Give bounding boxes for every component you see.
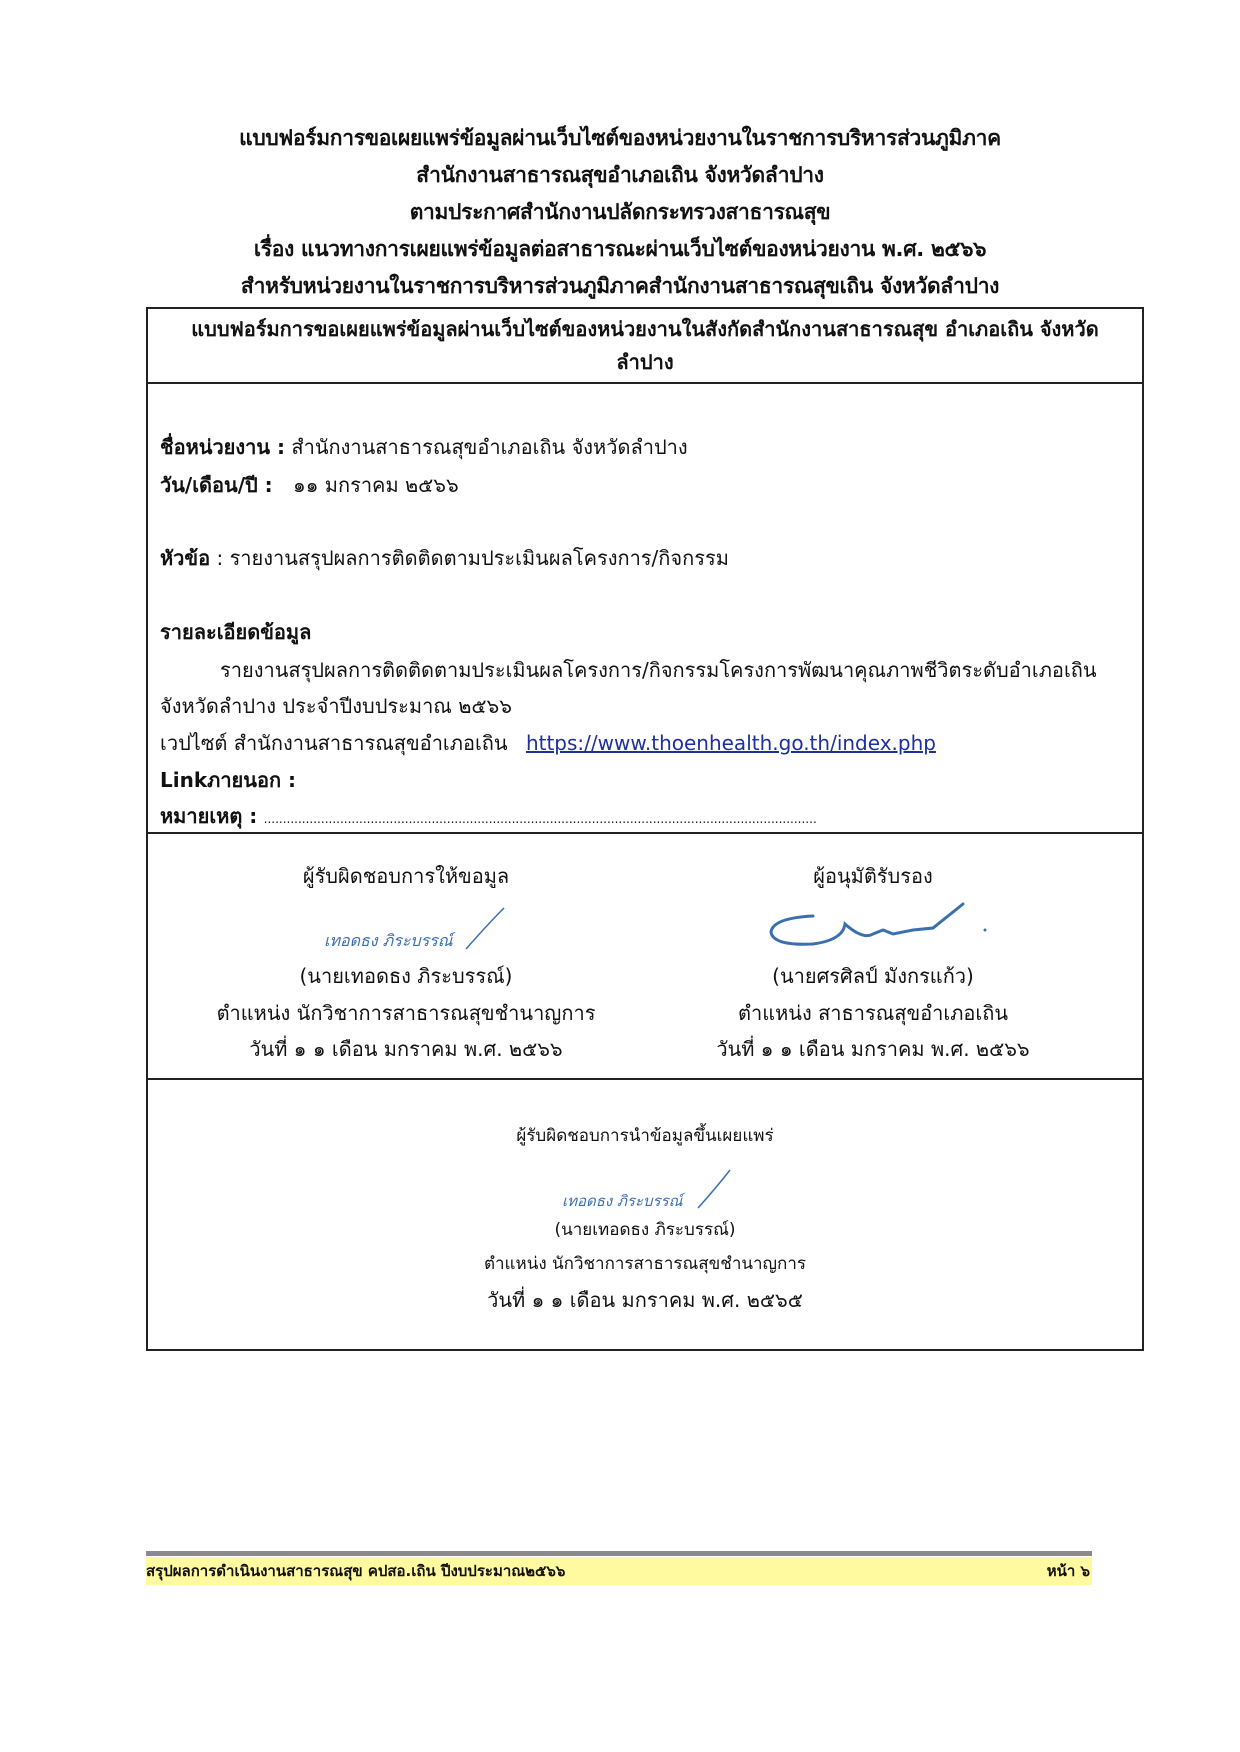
detail-label: รายละเอียดข้อมูล <box>160 620 312 644</box>
approver-position: ตำแหน่ง สาธารณสุขอำเภอเถิน <box>737 1001 1009 1025</box>
detail-line-1: รายงานสรุปผลการติดติดตามประเมินผลโครงการ/กิจกรรมโครงการพัฒนาคุณภาพชีวิตระดับอำเภอเถิน <box>220 658 1097 682</box>
header-line-4: เรื่อง แนวทางการเผยแพร่ข้อมูลต่อสาธารณะผ่านเว็บไซต์ของหน่วยงาน พ.ศ. ๒๕๖๖ <box>253 237 987 261</box>
topic-value: : รายงานสรุปผลการติดติดตามประเมินผลโครงการ/กิจกรรม <box>216 546 729 570</box>
responsible-name: (นายเทอดธง ภิระบรรณ์) <box>299 964 513 988</box>
publication-form <box>146 307 1144 1351</box>
footer-divider <box>146 1551 1092 1556</box>
form-title <box>148 309 1142 384</box>
remark-row <box>160 800 817 832</box>
publisher-section <box>148 1080 1142 1351</box>
form-title-line-2: ลำปาง <box>616 350 674 374</box>
header-line-5: สำหรับหน่วยงานในราชการบริหารส่วนภูมิภาคสำนักงานสาธารณสุขเถิน จังหวัดลำปาง <box>240 274 1000 298</box>
publisher-position: ตำแหน่ง นักวิชาการสาธารณสุขชำนาญการ <box>483 1254 807 1274</box>
date-row <box>160 469 459 501</box>
date-label: วัน/เดือน/ปี : <box>160 473 273 497</box>
signature-sornsil-image <box>763 894 1003 964</box>
signature-section <box>148 834 1142 1080</box>
agency-label: ชื่อหน่วยงาน : <box>160 435 286 459</box>
footer-title: สรุปผลการดำเนินงานสาธารณสุข คปสอ.เถิน ปีงบประมาณ๒๕๖๖ <box>146 1562 566 1580</box>
signature-thoedthong-image <box>316 894 516 964</box>
agency-row <box>160 431 688 463</box>
topic-row <box>160 542 729 574</box>
publisher-signature-text: เทอดธง ภิระบรรณ์ <box>562 1192 683 1210</box>
approver-name: (นายศรศิลป์ มังกรแก้ว) <box>772 964 974 988</box>
topic-label: หัวข้อ <box>160 546 211 570</box>
publisher-date: วันที่ ๑ ๑ เดือน มกราคม พ.ศ. ๒๕๖๕ <box>487 1288 803 1312</box>
approver-date: วันที่ ๑ ๑ เดือน มกราคม พ.ศ. ๒๕๖๖ <box>716 1037 1030 1061</box>
header-line-2: สำนักงานสาธารณสุขอำเภอเถิน จังหวัดลำปาง <box>416 163 824 187</box>
approver-role: ผู้อนุมัติรับรอง <box>813 864 933 888</box>
signature-text: เทอดธง ภิระบรรณ์ <box>324 931 453 950</box>
form-title-line-1: แบบฟอร์มการขอเผยแพร่ข้อมูลผ่านเว็บไซต์ของหน่วยงานในสังกัดสำนักงานสาธารณสุข อำเภอเถิน จังหวัด <box>191 317 1099 341</box>
form-body <box>148 384 1142 834</box>
document-header <box>0 120 1240 305</box>
detail-line-2: จังหวัดลำปาง ประจำปีงบประมาณ ๒๕๖๖ <box>160 694 512 718</box>
remark-label: หมายเหตุ : <box>160 804 258 828</box>
header-line-1: แบบฟอร์มการขอเผยแพร่ข้อมูลผ่านเว็บไซต์ของหน่วยงานในราชการบริหารส่วนภูมิภาค <box>239 126 1001 150</box>
responsible-position: ตำแหน่ง นักวิชาการสาธารณสุขชำนาญการ <box>216 1001 596 1025</box>
publisher-name: (นายเทอดธง ภิระบรรณ์) <box>554 1220 736 1240</box>
website-label: เวปไซต์ สำนักงานสาธารณสุขอำเภอเถิน <box>160 731 508 755</box>
header-line-3: ตามประกาศสำนักงานปลัดกระทรวงสาธารณสุข <box>409 200 831 224</box>
page-number: หน้า ๖ <box>1046 1562 1090 1580</box>
website-link[interactable]: https://www.thoenhealth.go.th/index.php <box>525 731 936 755</box>
date-value: ๑๑ มกราคม ๒๕๖๖ <box>293 473 459 497</box>
website-row <box>160 727 936 759</box>
remark-dots: ................................................................................................................................................. <box>263 812 817 826</box>
responsible-role: ผู้รับผิดชอบการให้ขอมูล <box>302 864 510 888</box>
page-footer <box>146 1557 1092 1585</box>
responsible-date: วันที่ ๑ ๑ เดือน มกราคม พ.ศ. ๒๕๖๖ <box>249 1037 563 1061</box>
signature-publisher-image <box>558 1162 758 1222</box>
publisher-role: ผู้รับผิดชอบการนำข้อมูลขึ้นเผยแพร่ <box>516 1126 774 1146</box>
agency-value: สำนักงานสาธารณสุขอำเภอเถิน จังหวัดลำปาง <box>291 435 688 459</box>
external-link-label: Linkภายนอก : <box>160 768 297 792</box>
